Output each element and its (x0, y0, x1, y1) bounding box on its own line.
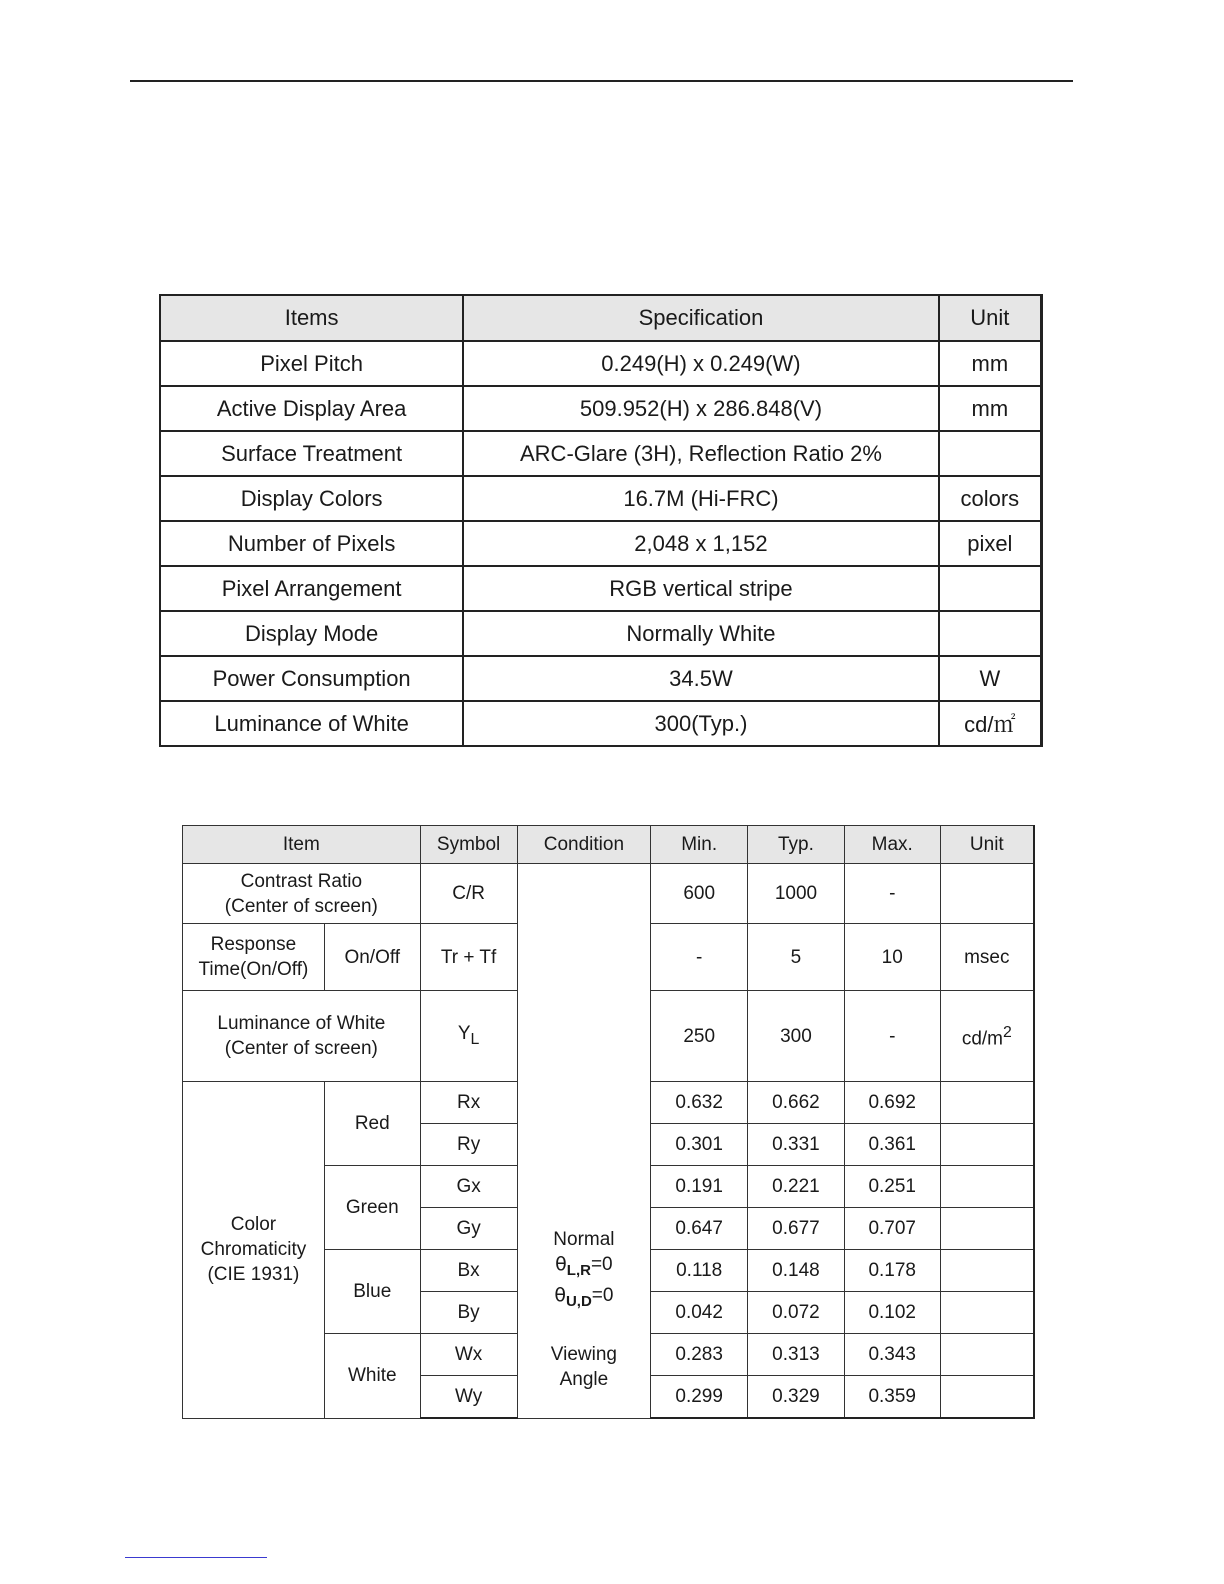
spec-unit (939, 566, 1042, 611)
label-line: Contrast Ratio (240, 870, 363, 892)
max-cell: 0.692 (844, 1082, 940, 1124)
label-line: Luminance of White (217, 1013, 386, 1034)
response-time-label (183, 924, 325, 991)
contrast-ratio-label (183, 864, 421, 924)
min-cell: 0.283 (651, 1334, 748, 1376)
spec-item: Display Colors (160, 476, 463, 521)
color-group-red: Red (324, 1082, 420, 1166)
spec-value: RGB vertical stripe (463, 566, 938, 611)
symbol-cell: Gy (420, 1208, 517, 1250)
typ-cell: 0.662 (748, 1082, 845, 1124)
label-line: Chromaticity (200, 1239, 307, 1261)
unit-cell (940, 991, 1034, 1082)
response-time-sub: On/Off (324, 924, 420, 991)
optical-characteristics-table (182, 825, 1035, 1419)
header-typ: Typ. (748, 826, 845, 864)
condition-angle: Angle (559, 1368, 609, 1390)
label-line: Time(On/Off) (198, 959, 309, 980)
symbol-cell (420, 991, 517, 1082)
spec-item: Pixel Arrangement (160, 566, 463, 611)
typ-cell: 0.148 (748, 1250, 845, 1292)
unit-main: cd/m (961, 1028, 1003, 1050)
max-cell: 0.178 (844, 1250, 940, 1292)
typ-cell: 0.677 (748, 1208, 845, 1250)
max-cell: 10 (844, 924, 940, 991)
spec-item: Surface Treatment (160, 431, 463, 476)
typ-cell: 0.072 (748, 1292, 845, 1334)
header-condition: Condition (517, 826, 651, 864)
spec-item: Display Mode (160, 611, 463, 656)
label-line: (Center of screen) (224, 1038, 378, 1059)
label-line: (Center of screen) (224, 895, 378, 917)
condition-cell (517, 864, 651, 1419)
spec-unit: W (939, 656, 1042, 701)
min-cell: 0.301 (651, 1124, 748, 1166)
spec-item: Luminance of White (160, 701, 463, 746)
max-cell: 0.251 (844, 1166, 940, 1208)
min-cell: 0.299 (651, 1376, 748, 1419)
luminance-label (183, 991, 421, 1082)
condition-normal: Normal (553, 1228, 615, 1250)
symbol-cell: Rx (420, 1082, 517, 1124)
min-cell: 0.042 (651, 1292, 748, 1334)
symbol-cell: Wy (420, 1376, 517, 1419)
spec-value: 509.952(H) x 286.848(V) (463, 386, 938, 431)
header-min: Min. (651, 826, 748, 864)
unit-cell (940, 1292, 1034, 1334)
header-items: Items (160, 295, 463, 341)
spec-row (160, 611, 1042, 656)
general-spec-table (159, 294, 1043, 747)
header-symbol: Symbol (420, 826, 517, 864)
spec-item: Power Consumption (160, 656, 463, 701)
label-line: Color (230, 1214, 277, 1236)
chromaticity-label (183, 1082, 325, 1419)
spec-value: 300(Typ.) (463, 701, 938, 746)
spec-value: Normally White (463, 611, 938, 656)
spec-unit: cd/㎡ (939, 701, 1042, 746)
footer-rule (125, 1557, 267, 1558)
min-cell: 0.118 (651, 1250, 748, 1292)
spec-header-row (160, 295, 1042, 341)
typ-cell: 0.329 (748, 1376, 845, 1419)
header-specification: Specification (463, 295, 938, 341)
min-cell: 600 (651, 864, 748, 924)
symbol-cell: Ry (420, 1124, 517, 1166)
condition-gap (518, 1314, 651, 1342)
max-cell: - (844, 991, 940, 1082)
theta-symbol: θ (554, 1283, 566, 1306)
unit-sup: 2 (1003, 1024, 1012, 1042)
header-item: Item (183, 826, 421, 864)
typ-cell: 0.221 (748, 1166, 845, 1208)
min-cell: - (651, 924, 748, 991)
header-unit: Unit (939, 295, 1042, 341)
theta-sub-lr: L,R (566, 1261, 591, 1279)
condition-theta-lr (518, 1252, 651, 1283)
min-cell: 0.647 (651, 1208, 748, 1250)
spec-value: 2,048 x 1,152 (463, 521, 938, 566)
spec-value: ARC-Glare (3H), Reflection Ratio 2% (463, 431, 938, 476)
max-cell: - (844, 864, 940, 924)
theta-eq-lr: =0 (590, 1253, 613, 1275)
min-cell: 0.632 (651, 1082, 748, 1124)
symbol-cell: Gx (420, 1166, 517, 1208)
unit-cell (940, 1208, 1034, 1250)
spec-row (160, 521, 1042, 566)
unit-cell (940, 1250, 1034, 1292)
spec-row (160, 476, 1042, 521)
spec-row (160, 431, 1042, 476)
unit-cell (940, 1376, 1034, 1419)
symbol-cell: Wx (420, 1334, 517, 1376)
optical-header-row (183, 826, 1035, 864)
condition-theta-ud (518, 1283, 651, 1314)
color-group-white: White (324, 1334, 420, 1419)
max-cell: 0.343 (844, 1334, 940, 1376)
symbol-sub: L (470, 1030, 480, 1048)
typ-cell: 1000 (748, 864, 845, 924)
spec-unit (939, 431, 1042, 476)
symbol-main: Y (457, 1022, 471, 1044)
spec-item: Pixel Pitch (160, 341, 463, 386)
label-line: Response (210, 934, 297, 955)
theta-sub-ud: U,D (565, 1292, 592, 1310)
spec-item: Number of Pixels (160, 521, 463, 566)
theta-eq-ud: =0 (591, 1284, 614, 1306)
unit-cell (940, 1082, 1034, 1124)
spec-unit: colors (939, 476, 1042, 521)
spec-row (160, 341, 1042, 386)
max-cell: 0.707 (844, 1208, 940, 1250)
max-cell: 0.102 (844, 1292, 940, 1334)
header-rule (130, 80, 1073, 82)
typ-cell: 5 (748, 924, 845, 991)
spec-row (160, 386, 1042, 431)
symbol-cell: By (420, 1292, 517, 1334)
typ-cell: 300 (748, 991, 845, 1082)
spec-value: 0.249(H) x 0.249(W) (463, 341, 938, 386)
spec-row (160, 656, 1042, 701)
header-max: Max. (844, 826, 940, 864)
color-group-green: Green (324, 1166, 420, 1250)
label-line: (CIE 1931) (207, 1264, 300, 1286)
unit-cell (940, 1124, 1034, 1166)
spec-value: 34.5W (463, 656, 938, 701)
spec-row (160, 566, 1042, 611)
max-cell: 0.361 (844, 1124, 940, 1166)
unit-cell (940, 1166, 1034, 1208)
typ-cell: 0.313 (748, 1334, 845, 1376)
spec-item: Active Display Area (160, 386, 463, 431)
spec-unit: pixel (939, 521, 1042, 566)
spec-value: 16.7M (Hi-FRC) (463, 476, 938, 521)
symbol-cell: C/R (420, 864, 517, 924)
unit-cell: msec (940, 924, 1034, 991)
unit-cell (940, 1334, 1034, 1376)
min-cell: 250 (651, 991, 748, 1082)
symbol-cell: Tr + Tf (420, 924, 517, 991)
color-group-blue: Blue (324, 1250, 420, 1334)
theta-symbol: θ (555, 1252, 567, 1275)
spec-unit (939, 611, 1042, 656)
typ-cell: 0.331 (748, 1124, 845, 1166)
header-unit: Unit (940, 826, 1034, 864)
contrast-ratio-row (183, 864, 1035, 924)
symbol-cell: Bx (420, 1250, 517, 1292)
min-cell: 0.191 (651, 1166, 748, 1208)
condition-viewing: Viewing (550, 1343, 617, 1365)
spec-unit: mm (939, 386, 1042, 431)
max-cell: 0.359 (844, 1376, 940, 1419)
spec-unit: mm (939, 341, 1042, 386)
unit-cell (940, 864, 1034, 924)
spec-row (160, 701, 1042, 746)
